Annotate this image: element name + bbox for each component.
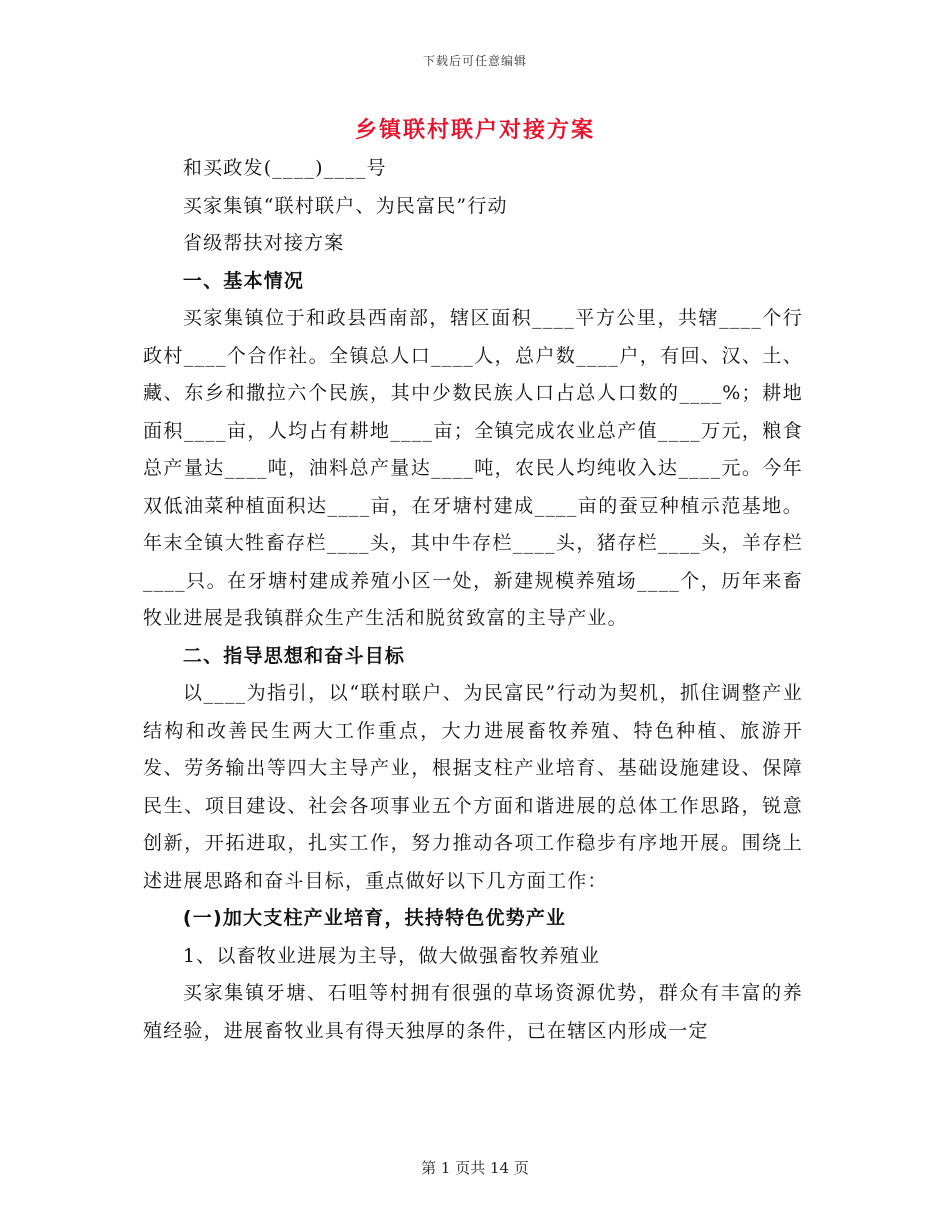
section-1-paragraph: 买家集镇位于和政县西南部，辖区面积____平方公里，共辖____个行政村____个合作社。全镇总人口____人，总户数____户，有回、汉、土、藏、东乡和撒拉六个民族，其中少数民族人口占总人口数的____%；耕地面积____亩，人均占有耕地____亩；全镇完成农业总产值____万元，粮食总产量达____吨，油料总产量达____吨，农民人均纯收入达____元。今年双低油菜种植面积达____亩，在牙塘村建成____亩的蚕豆种植示范基地。年末全镇大牲畜存栏____头，其中牛存栏____头，猪存栏____头，羊存栏____只。在牙塘村建成养殖小区一处，新建规模养殖场____个，历年来畜牧业进展是我镇群众生产生活和脱贫致富的主导产业。 bbox=[143, 307, 803, 629]
document-title: 乡镇联村联户对接方案 bbox=[354, 117, 595, 143]
subtitle-line-2: 省级帮扶对接方案 bbox=[182, 232, 345, 254]
document-body bbox=[143, 150, 803, 1050]
section-2-heading: 二、指导思想和奋斗目标 bbox=[182, 644, 406, 667]
subtitle-line-1: 买家集镇“联村联户、为民富民”行动 bbox=[182, 194, 508, 217]
doc-number: 和买政发(____)____号 bbox=[182, 157, 387, 179]
item-1-paragraph: 买家集镇牙塘、石咀等村拥有很强的草场资源优势，群众有丰富的养殖经验，进展畜牧业具有得天独厚的条件，已在辖区内形成一定 bbox=[143, 982, 803, 1042]
subsection-1-heading: (一)加大支柱产业培育，扶持特色优势产业 bbox=[182, 907, 567, 929]
item-1-heading: 1、以畜牧业进展为主导，做大做强畜牧养殖业 bbox=[182, 944, 601, 967]
section-2-paragraph: 以____为指引，以“联村联户、为民富民”行动为契机，抓住调整产业结构和改善民生两大工作重点，大力进展畜牧养殖、特色种植、旅游开发、劳务输出等四大主导产业，根据支柱产业培育、基础设施建设、保障民生、项目建设、社会各项事业五个方面和谐进展的总体工作思路，锐意创新，开拓进取，扎实工作，努力推动各项工作稳步有序地开展。围绕上述进展思路和奋斗目标，重点做好以下几方面工作： bbox=[143, 682, 803, 892]
section-1-heading: 一、基本情况 bbox=[182, 269, 305, 292]
page-footer: 第 1 页共 14 页 bbox=[421, 1159, 529, 1177]
page-header-note: 下载后可任意编辑 bbox=[422, 54, 527, 68]
